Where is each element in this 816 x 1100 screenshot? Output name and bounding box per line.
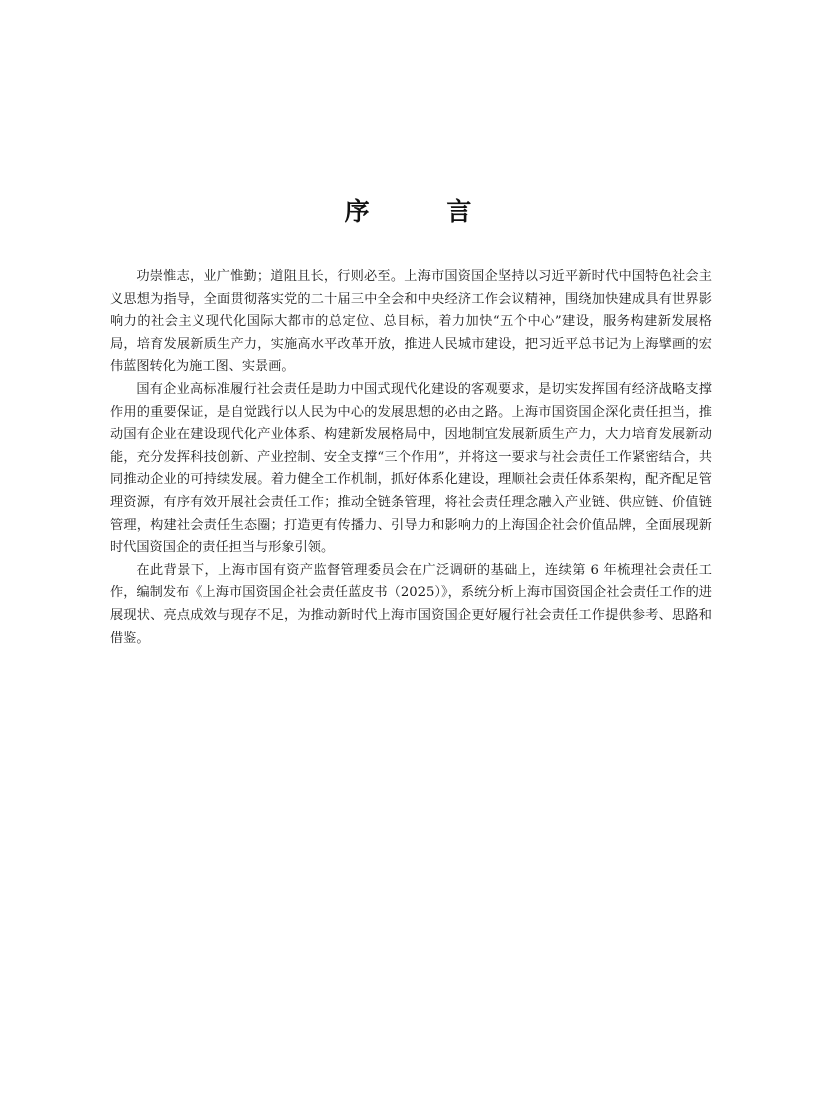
paragraph-1: 功崇惟志，业广惟勤；道阻且长，行则必至。上海市国资国企坚持以习近平新时代中国特色社会主义思想为指导，全面贯彻落实党的二十届三中全会和中央经济工作会议精神，围绕加快建成具有世界影响力的社会主义现代化国际大都市的总定位、总目标，着力加快“五个中心”建设，服务构建新发展格局，培育发展新质生产力，实施高水平改革开放，推进人民城市建设，把习近平总书记为上海擘画的宏伟蓝图转化为施工图、实景画。 <box>110 269 712 375</box>
page-title: 序 言 <box>344 196 506 226</box>
paragraph-2: 国有企业高标准履行社会责任是助力中国式现代化建设的客观要求，是切实发挥国有经济战略支撑作用的重要保证，是自觉践行以人民为中心的发展思想的必由之路。上海市国资国企深化责任担当，推动国有企业在建设现代化产业体系、构建新发展格局中，因地制宜发展新质生产力，大力培育发展新动能，充分发挥科技创新、产业控制、安全支撑“三个作用”，并将这一要求与社会责任工作紧密结合，共同推动企业的可持续发展。着力健全工作机制，抓好体系化建设，理顺社会责任体系架构，配齐配足管理资源，有序有效开展社会责任工作；推动全链条管理，将社会责任理念融入产业链、供应链、价值链管理，构建社会责任生态圈；打造更有传播力、引导力和影响力的上海国企社会价值品牌，全面展现新时代国资国企的责任担当与形象引领。 <box>110 381 712 556</box>
preface-body <box>110 266 712 650</box>
paragraph-3: 在此背景下，上海市国有资产监督管理委员会在广泛调研的基础上，连续第 6 年梳理社会责任工作，编制发布《上海市国资国企社会责任蓝皮书（2025）》，系统分析上海市国资国企社会责任工作的进展现状、亮点成效与现存不足，为推动新时代上海市国资国企更好履行社会责任工作提供参考、思路和借鉴。 <box>110 562 712 646</box>
